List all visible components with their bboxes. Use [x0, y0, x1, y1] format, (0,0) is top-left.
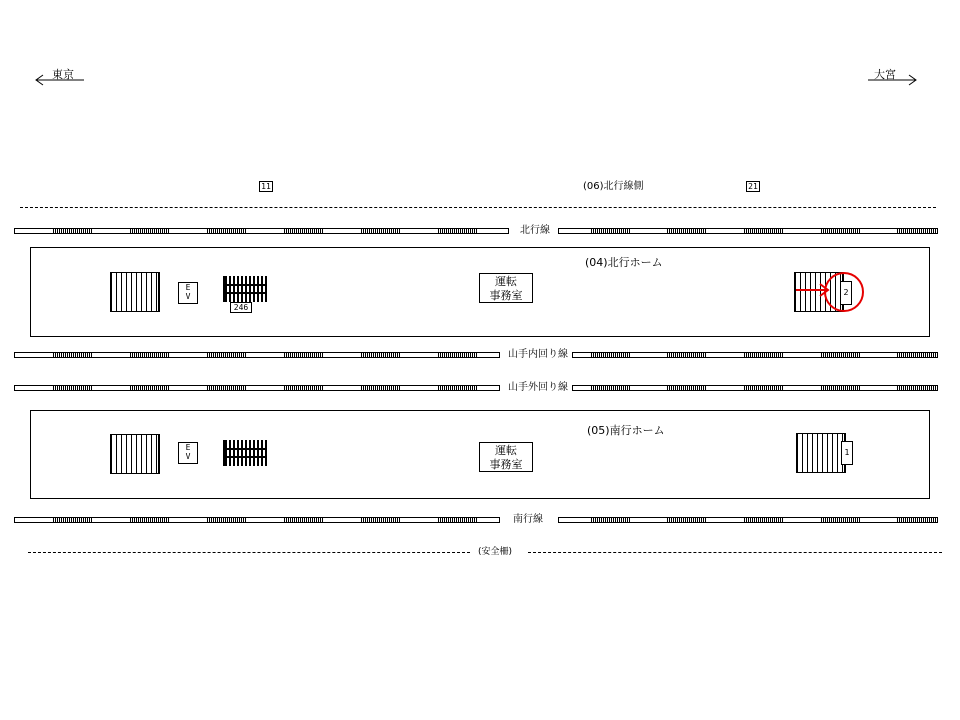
arrow-left-icon	[34, 74, 86, 86]
escalator	[223, 440, 267, 466]
yamanote-outer-label: 山手外回り線	[508, 382, 568, 393]
escalator	[223, 276, 267, 302]
track-rail	[14, 228, 509, 234]
elevator-box: E V	[178, 442, 198, 464]
elevator-box: E V	[178, 282, 198, 304]
exit-number: 1	[841, 441, 853, 465]
south-line-label: 南行線	[513, 514, 543, 525]
escalator-tag: 246	[230, 302, 252, 313]
safety-fence-label: (安全柵)	[478, 547, 513, 557]
office-box: 運転 事務室	[479, 273, 533, 303]
safety-fence-line	[28, 552, 470, 553]
direction-right-label: 大宮	[874, 68, 896, 81]
track-rail	[14, 517, 500, 523]
south-platform-label: (05)南行ホーム	[587, 424, 665, 437]
direction-left-label: 東京	[52, 68, 74, 81]
yamanote-inner-label: 山手内回り線	[508, 349, 568, 360]
stairs	[110, 434, 160, 474]
marker-box: 11	[259, 181, 273, 192]
track-rail	[558, 517, 938, 523]
track-rail	[572, 385, 938, 391]
stairs	[796, 433, 846, 473]
marker-box: 21	[746, 181, 760, 192]
safety-fence-line	[528, 552, 942, 553]
north-line-label: 北行線	[520, 225, 550, 236]
track-rail	[572, 352, 938, 358]
track-rail	[14, 385, 500, 391]
office-box: 運転 事務室	[479, 442, 533, 472]
north-side-label: (06)北行線側	[583, 181, 644, 192]
track-rail	[558, 228, 938, 234]
stairs	[110, 272, 160, 312]
north-side-boundary	[20, 207, 936, 208]
highlight-marker-icon	[794, 268, 866, 316]
arrow-right-icon	[866, 74, 918, 86]
north-platform-label: (04)北行ホーム	[585, 256, 663, 269]
track-rail	[14, 352, 500, 358]
exit-number: 2	[840, 281, 852, 305]
